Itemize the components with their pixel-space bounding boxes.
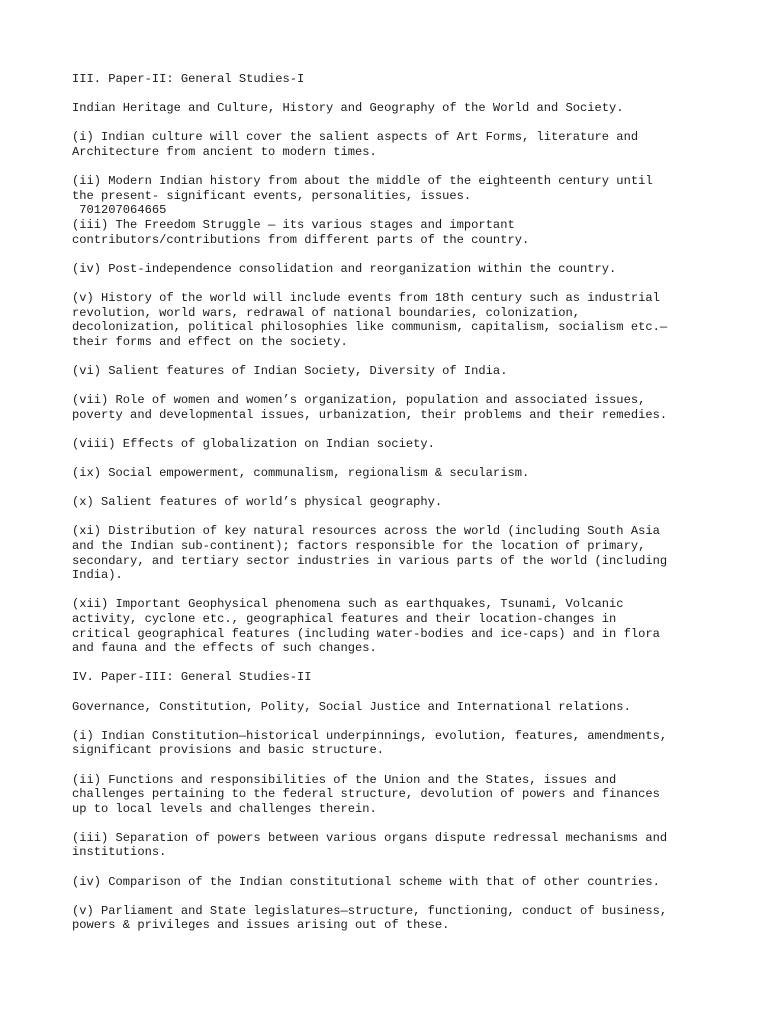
- text-line: IV. Paper-III: General Studies-II: [72, 670, 312, 685]
- text-line: (vii) Role of women and women’s organization, population and associated issues,: [72, 393, 646, 408]
- text-line: (x) Salient features of world’s physical geography.: [72, 495, 443, 510]
- text-line: significant provisions and basic structure.: [72, 743, 385, 758]
- text-line: India).: [72, 568, 123, 583]
- text-line: their forms and effect on the society.: [72, 334, 348, 349]
- text-line: decolonization, political philosophies like communism, capitalism, socialism etc.—: [72, 320, 668, 335]
- text-line: and fauna and the effects of such changes.: [72, 641, 377, 656]
- text-line: Governance, Constitution, Polity, Social Justice and International relations.: [72, 699, 631, 714]
- paragraph: [72, 291, 732, 349]
- paragraph: [72, 466, 732, 481]
- paragraph: [72, 729, 732, 758]
- text-line: Architecture from ancient to modern times.: [72, 144, 377, 159]
- text-line: (xi) Distribution of key natural resources across the world (including South Asia: [72, 524, 660, 539]
- text-line: challenges pertaining to the federal structure, devolution of powers and finances: [72, 787, 660, 802]
- text-line: the present- significant events, personalities, issues.: [72, 188, 472, 203]
- text-line: Indian Heritage and Culture, History and Geography of the World and Society.: [72, 101, 624, 116]
- text-line: activity, cyclone etc., geographical features and their location-changes in: [72, 611, 617, 626]
- paragraph: [72, 904, 732, 933]
- text-line: (i) Indian Constitution—historical underpinnings, evolution, features, amendments,: [72, 728, 668, 743]
- text-line: contributors/contributions from different parts of the country.: [72, 232, 530, 247]
- text-line: secondary, and tertiary sector industries in various parts of the world (including: [72, 553, 668, 568]
- paragraph: [72, 875, 732, 890]
- text-line: up to local levels and challenges therein.: [72, 801, 377, 816]
- text-line: (xii) Important Geophysical phenomena such as earthquakes, Tsunami, Volcanic: [72, 597, 624, 612]
- document-page: [72, 72, 732, 948]
- paragraph: [72, 773, 732, 817]
- paragraph: [72, 524, 732, 582]
- text-line: poverty and developmental issues, urbanization, their problems and their remedies.: [72, 407, 668, 422]
- text-line: III. Paper-II: General Studies-I: [72, 72, 305, 86]
- paragraph: [72, 174, 732, 247]
- text-line: (iv) Comparison of the Indian constitutional scheme with that of other countries.: [72, 874, 660, 889]
- text-line: critical geographical features (including water-bodies and ice-caps) and in flora: [72, 626, 660, 641]
- paragraph: [72, 495, 732, 510]
- paragraph: [72, 130, 732, 159]
- text-line: (ix) Social empowerment, communalism, regionalism & secularism.: [72, 466, 530, 481]
- text-line: powers & privileges and issues arising out of these.: [72, 918, 450, 933]
- text-line: (iv) Post-independence consolidation and reorganization within the country.: [72, 261, 617, 276]
- paragraph: [72, 831, 732, 860]
- text-line: revolution, world wars, redrawal of national boundaries, colonization,: [72, 305, 581, 320]
- text-line: (vi) Salient features of Indian Society, Diversity of India.: [72, 363, 508, 378]
- paragraph: [72, 670, 732, 685]
- paragraph: [72, 262, 732, 277]
- paragraph: [72, 700, 732, 715]
- paragraph: [72, 72, 732, 87]
- text-line: (v) Parliament and State legislatures—structure, functioning, conduct of business,: [72, 903, 668, 918]
- paragraph: [72, 393, 732, 422]
- text-line: and the Indian sub-continent); factors responsible for the location of primary,: [72, 539, 646, 553]
- paragraph: [72, 437, 732, 452]
- paragraph: [72, 597, 732, 655]
- text-line: (ii) Modern Indian history from about the middle of the eighteenth century until: [72, 174, 653, 189]
- text-line: (ii) Functions and responsibilities of the Union and the States, issues and: [72, 772, 617, 787]
- text-line: (viii) Effects of globalization on Indian society.: [72, 436, 435, 451]
- text-line: institutions.: [72, 845, 167, 860]
- text-line: (iii) The Freedom Struggle — its various stages and important: [72, 217, 515, 232]
- text-line: 701207064665: [72, 203, 167, 218]
- text-line: (i) Indian culture will cover the salient aspects of Art Forms, literature and: [72, 130, 639, 145]
- text-line: (iii) Separation of powers between various organs dispute redressal mechanisms and: [72, 830, 668, 845]
- paragraph: [72, 364, 732, 379]
- paragraph: [72, 101, 732, 116]
- text-line: (v) History of the world will include events from 18th century such as industrial: [72, 290, 660, 305]
